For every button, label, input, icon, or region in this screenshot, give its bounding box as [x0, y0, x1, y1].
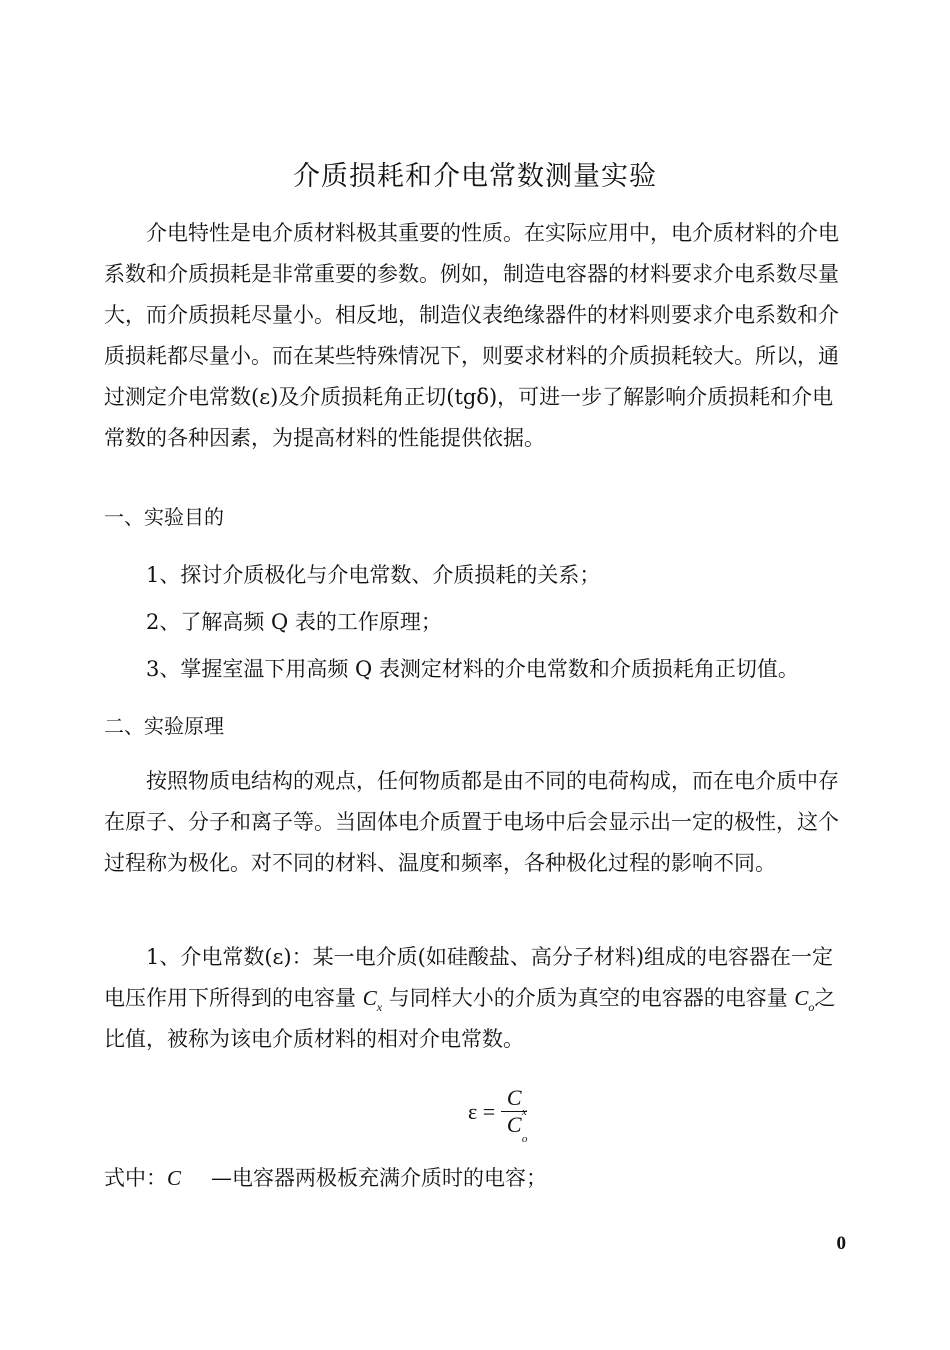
definition-text-part1: 1、介电常数(ε)：某一电介质(如硅酸盐、高分子材料)组成的电容器在一定电压作用下所得到的电容量 [104, 945, 834, 1010]
list-item: 3、掌握室温下用高频 Q 表测定材料的介电常数和介质损耗角正切值。 [146, 657, 799, 681]
formula-fraction [501, 1085, 528, 1145]
objectives-list [146, 552, 866, 693]
co-symbol: $C_o$ [794, 986, 815, 1014]
definition-text-part3: 之比值，被称为该电介质材料的相对介电常数。 [104, 986, 836, 1051]
list-item: 2、了解高频 Q 表的工作原理； [146, 610, 442, 634]
section-heading-principle: 二、实验原理 [104, 714, 224, 738]
formula-lhs: ε = [468, 1098, 496, 1124]
document-title: 介质损耗和介电常数测量实验 [293, 161, 657, 192]
page-number: 0 [836, 1233, 846, 1254]
list-item: 1、探讨介质极化与介电常数、介质损耗的关系； [146, 563, 601, 587]
where-text: —电容器两极板充满介质时的电容； [211, 1166, 548, 1190]
where-line [104, 1162, 547, 1192]
formula-numerator: C x [506, 1085, 527, 1118]
permittivity-definition-paragraph [104, 937, 848, 1060]
formula-denominator: C o [506, 1112, 528, 1145]
principle-paragraph: 按照物质电结构的观点，任何物质都是由不同的电荷构成，而在电介质中存在原子、分子和离子等。当固体电介质置于电场中后会显示出一定的极性，这个过程称为极化。对不同的材料、温度和频率，各种极化过程的影响不同。 [104, 769, 839, 875]
where-label: 式中： [104, 1166, 167, 1190]
where-symbol: C [167, 1166, 182, 1190]
section-heading-objectives: 一、实验目的 [104, 505, 224, 529]
definition-text-part2: 与同样大小的介质为真空的电容器的电容量 [388, 986, 788, 1010]
permittivity-formula [468, 1085, 528, 1145]
cx-symbol: $C_x$ [362, 986, 383, 1014]
intro-paragraph: 介电特性是电介质材料极其重要的性质。在实际应用中，电介质材料的介电系数和介质损耗是非常重要的参数。例如，制造电容器的材料要求介电系数尽量大，而介质损耗尽量小。相反地，制造仪表绝缘器件的材料则要求介电系数和介质损耗都尽量小。而在某些特殊情况下，则要求材料的介质损耗较大。所以，通过测定介电常数(ε)及介质损耗角正切(tgδ)，可进一步了解影响介质损耗和介电常数的各种因素，为提高材料的性能提供依据。 [104, 221, 839, 450]
